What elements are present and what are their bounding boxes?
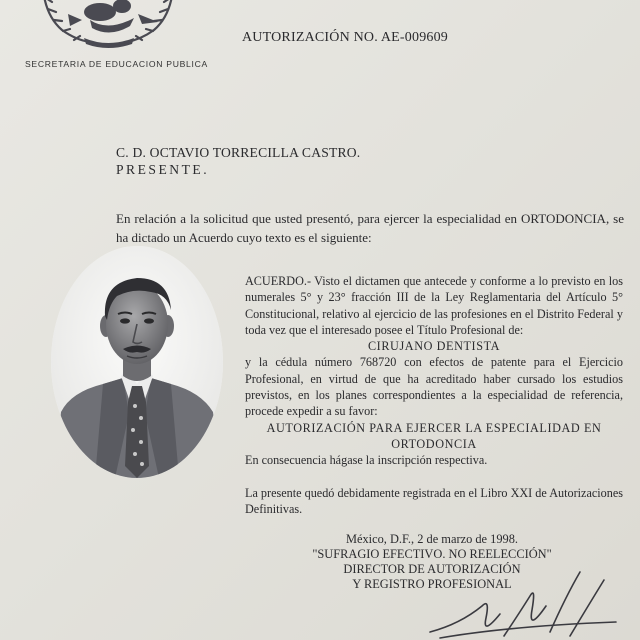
authorization-number: AE-009609 [380, 30, 448, 45]
agreement-paragraph-2: y la cédula número 768720 con efectos de patente para el Ejercicio Profesional, en virtud de que ha acreditado haber cursado los estudios previstos, en los planes correspondientes a la especialidad de referencia, procede expedir a su favor: [245, 355, 623, 419]
authorization-label: AUTORIZACIÓN NO. [242, 30, 378, 45]
place-date: México, D.F., 2 de marzo de 1998. [345, 532, 519, 546]
portrait-illustration [51, 246, 223, 478]
grant-line-2: ORTODONCIA [391, 436, 477, 451]
handwritten-signature [420, 566, 620, 640]
addressee-block [116, 144, 360, 178]
grant-line-1: AUTORIZACIÓN PARA EJERCER LA ESPECIALIDAD EN [266, 420, 602, 435]
professional-title: CIRUJANO DENTISTA [367, 339, 501, 354]
intro-text-after: , se ha dictado un Acuerdo cuyo texto es el siguiente: [116, 211, 624, 245]
agency-name: SECRETARIA DE EDUCACION PUBLICA [25, 59, 208, 69]
position-line-1: DIRECTOR DE AUTORIZACIÓN [343, 562, 521, 576]
addressee-name: C. D. OCTAVIO TORRECILLA CASTRO. [116, 145, 361, 160]
coat-of-arms-seal [38, 0, 178, 50]
portrait-photo [51, 246, 223, 478]
consequence-line: En consecuencia hágase la inscripción respectiva. [245, 453, 488, 468]
position-line-2: Y REGISTRO PROFESIONAL [352, 577, 512, 591]
intro-paragraph [116, 209, 624, 247]
authorization-number-line [242, 30, 448, 46]
agreement-paragraph-1: ACUERDO.- Visto el dictamen que antecede y conforme a lo previsto en los numerales 5° y 23° fracción III de la Ley Reglamentaria del Artículo 5° Constitucional, relativo al ejercicio de las profesiones en el Distrito Federal y toda vez que el interesado posee el Título Profesional de: [245, 274, 623, 337]
intro-text-before: En relación a la solicitud que usted presentó, para ejercer la especialidad en [116, 211, 518, 226]
intro-specialty: ORTODONCIA [521, 211, 606, 226]
agreement-block [245, 273, 623, 517]
registry-paragraph: La presente quedó debidamente registrada en el Libro XXI de Autorizaciones Definitivas. [245, 485, 623, 516]
motto: "SUFRAGIO EFECTIVO. NO REELECCIÓN" [312, 547, 552, 561]
addressee-salutation: PRESENTE. [116, 162, 210, 177]
